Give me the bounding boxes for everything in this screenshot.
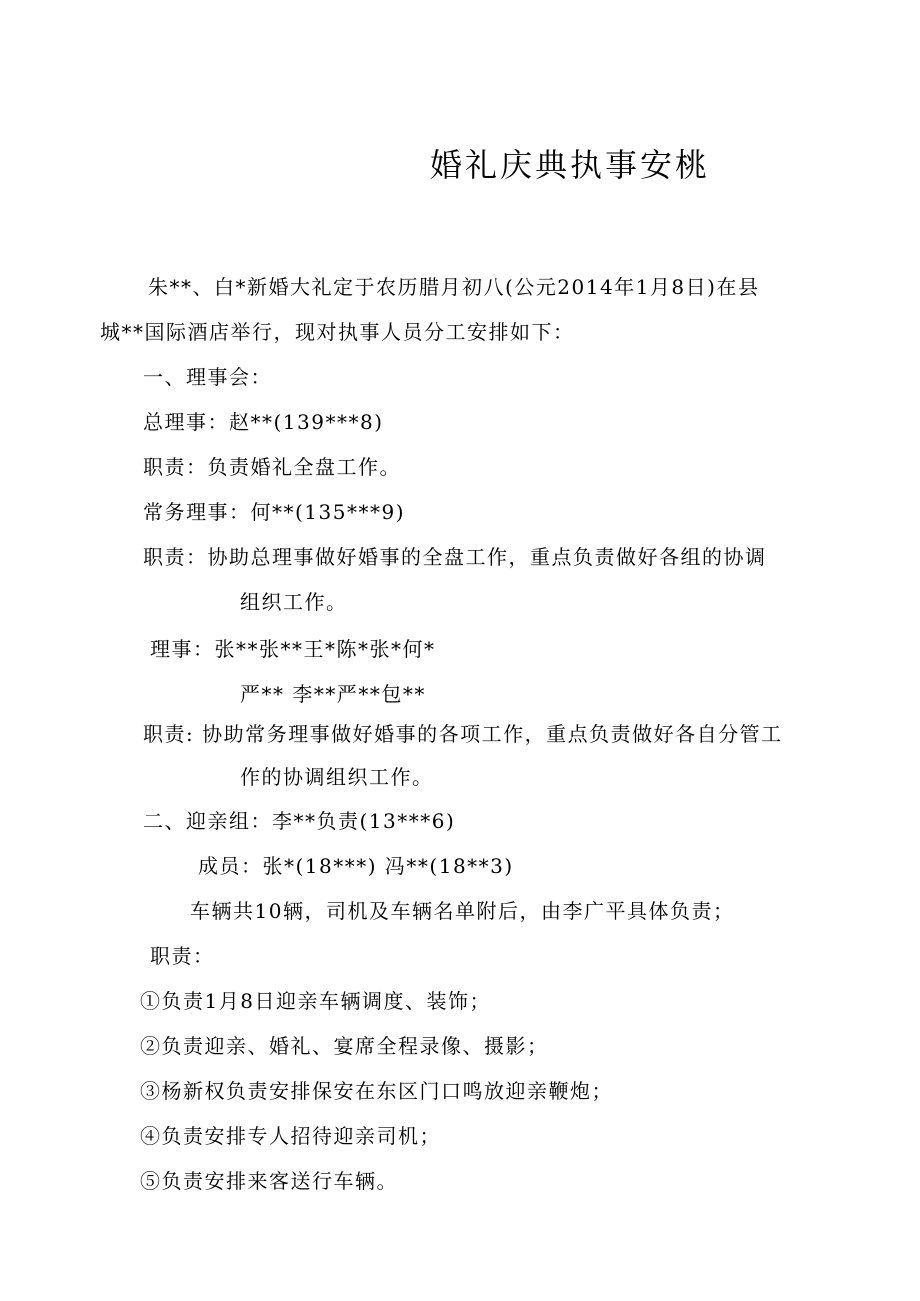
duty-item-2: ②负责迎亲、婚礼、宴席全程录像、摄影； xyxy=(140,1034,549,1058)
duty-item-4: ④负责安排专人招待迎亲司机； xyxy=(140,1124,441,1148)
executive-duty-line-1: 职责：协助总理事做好婚事的全盘工作，重点负责做好各组的协调 xyxy=(143,545,767,569)
members-duty-line-1: 职责: 协助常务理事做好婚事的各项工作，重点负责做好各自分管工 xyxy=(143,722,783,746)
chief-duty: 职责：负责婚礼全盘工作。 xyxy=(143,455,401,479)
members-line-1: 理事：张**张**王*陈*张*何* xyxy=(150,637,436,661)
vehicle-note: 车辆共10辆，司机及车辆名单附后，由李广平具体负责； xyxy=(190,899,735,923)
members-line-2: 严** 李**严**包** xyxy=(240,682,426,706)
executive-duty-line-2: 组织工作。 xyxy=(240,590,348,614)
duty-item-5: ⑤负责安排来客送行车辆。 xyxy=(140,1169,398,1193)
document-title: 婚礼庆典执事安桃 xyxy=(430,146,711,184)
duty-item-3: ③杨新权负责安排保安在东区门口鸣放迎亲鞭炮； xyxy=(140,1079,613,1103)
intro-line-2: 城**国际酒店举行，现对执事人员分工安排如下： xyxy=(100,320,575,344)
section1-heading: 一、理事会： xyxy=(143,365,272,389)
intro-line-1: 朱**、白*新婚大礼定于农历腊月初八(公元2014年1月8日)在县 xyxy=(148,275,760,299)
members-duty-line-2: 作的协调组织工作。 xyxy=(240,765,434,789)
section2-heading: 二、迎亲组：李**负责(13***6) xyxy=(143,809,456,833)
executive-director: 常务理事：何**(135***9) xyxy=(143,500,406,524)
chief-director: 总理事：赵**(139***8) xyxy=(143,410,384,434)
escort-members: 成员：张*(18***) 冯**(18**3) xyxy=(198,854,514,878)
duty-item-1: ①负责1月8日迎亲车辆调度、装饰； xyxy=(140,989,491,1013)
duty-label: 职责： xyxy=(150,944,215,968)
